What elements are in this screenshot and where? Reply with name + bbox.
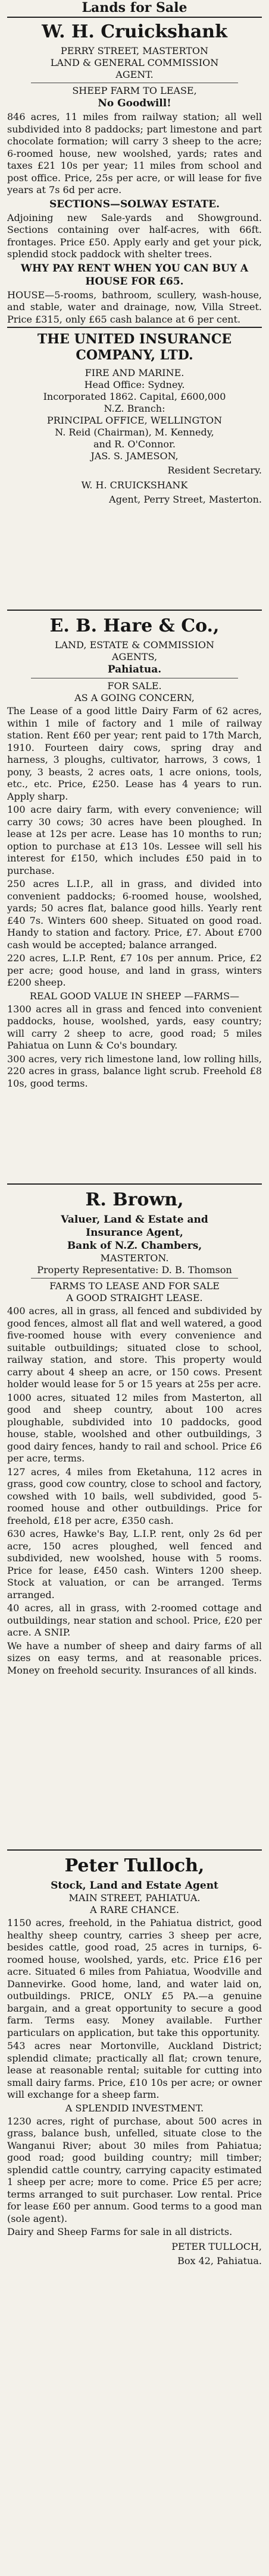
section-heading: REAL GOOD VALUE IN SHEEP —FARMS— <box>29 990 240 1002</box>
agent-address: Agent, Perry Street, Masterton. <box>109 493 262 505</box>
insurance-office: Head Office: Sydney. <box>84 379 185 390</box>
listing-paragraph: 400 acres, all in grass, all fenced and subdivided by good fences, almost all flat and well watered, a good five-roomed house with every convenience and suitable outbuildings; situated close to school, railway station, and store. This property would carry about 4 sheep an acre, or 150 cows. Present holder would lease for 5 or 15 years at 25s per acre. <box>7 1305 262 1390</box>
secretary-name: JAS. S. JAMESON, <box>90 450 179 462</box>
listing-paragraph: 543 acres near Mortonville, Auckland District; splendid climate; practically all flat; crown tenure, lease at reasonable rental; suitable for cutting into small dairy farms. Price, £10 10s per acre; or owner will exchange for a sheep farm. <box>7 2040 262 2100</box>
advertiser-title: Insurance Agent, <box>86 1227 183 1239</box>
section-heading: WHY PAY RENT WHEN YOU CAN BUY A HOUSE FOR £65. <box>20 262 249 288</box>
agent-name: W. H. CRUICKSHANK <box>81 479 188 491</box>
advertiser-name: E. B. Hare & Co., <box>49 615 220 636</box>
listing-paragraph: 1300 acres all in grass and fenced into convenient paddocks, house, woolshed, yards, easy country; will carry 2 sheep to acre, good road; 5 miles Pahiatua on Lunn & Co's boundary. <box>7 1003 262 1051</box>
brown-advertisement <box>7 1186 262 1848</box>
divider <box>7 17 262 18</box>
listing-paragraph: 1230 acres, right of purchase, about 500 acres in grass, balance bush, unfelled, situate close to the Wanganui River; about 30 miles from Pahiatua; good road; good building country; mill timber; splendid cattle country, carrying capacity estimated 1 sheep per acre; more to come. Price £5 per acre; terms arranged to suit purchaser. Low rental. Price for lease £60 per annum. Good terms to a good man (sole agent). <box>7 2115 262 2224</box>
closing-paragraph: We have a number of sheep and dairy farms of all sizes on easy terms, and at reasonable prices. Money on freehold security. Insurances of all kinds. <box>7 1640 262 1676</box>
listing-paragraph: 1000 acres, situated 12 miles from Masterton, all good and sheep country, about 100 acres ploughable, subdivided into 10 paddocks, good house, stable, woolshed and other outbuildings, 3 good dairy fences, handy to rail and school. Price £6 per acre, terms. <box>7 1391 262 1464</box>
section-subheading: AS A GOING CONCERN, <box>74 692 195 703</box>
cruickshank-advertisement <box>7 0 262 608</box>
trade-line: LAND, ESTATE & COMMISSION <box>54 639 214 651</box>
tulloch-advertisement <box>7 1852 262 2576</box>
listing-paragraph: 630 acres, Hawke's Bay, L.I.P. rent, only 2s 6d per acre, 150 acres ploughed, well fenced and subdivided, new woolshed, house with 5 rooms. Price for lease, £450 cash. Winters 1200 sheep. Stock at valuation, or can be arranged. Terms arranged. <box>7 1528 262 1600</box>
section-heading: A SPLENDID INVESTMENT. <box>65 2102 204 2114</box>
insurance-logo <box>7 332 262 364</box>
section-heading: SECTIONS—SOLWAY ESTATE. <box>49 198 220 210</box>
advertiser-title: Stock, Land and Estate Agent <box>51 1880 218 1892</box>
insurance-company-name: THE UNITED INSURANCE COMPANY, LTD. <box>37 332 232 363</box>
section-subheading: A GOOD STRAIGHT LEASE. <box>66 1292 203 1303</box>
listing-paragraph: 846 acres, 11 miles from railway station; all well subdivided into 8 paddocks; part limestone and part chocolate formation; will carry 3 sheep to the acre; 6-roomed house, new woolshed, yards; rates and taxes £21 10s per year; 11 miles from school and post office. Price, 25s per acre, or will lease for five years at 7s 6d per acre. <box>7 111 262 195</box>
closing-paragraph: Dairy and Sheep Farms for sale in all districts. <box>7 2226 233 2237</box>
divider <box>7 327 262 328</box>
advertiser-address: PERRY STREET, MASTERTON <box>60 45 209 56</box>
advertiser-name: W. H. Cruickshank <box>42 21 227 42</box>
section-heading: FARMS TO LEASE AND FOR SALE <box>49 1280 220 1292</box>
divider <box>7 1849 262 1851</box>
section-subheading: No Goodwill! <box>98 97 171 109</box>
directors-line: and R. O'Connor. <box>93 438 176 450</box>
advertiser-office: Bank of N.Z. Chambers, <box>67 1240 202 1252</box>
listing-paragraph: 300 acres, very rich limestone land, low rolling hills, 220 acres in grass, balance light scrub. Freehold £8 10s, good terms. <box>7 1053 262 1089</box>
listing-paragraph: 127 acres, 4 miles from Eketahuna, 112 acres in grass, good cow country, close to school and factory, cowshed with 10 bails, well subdivided, good 5-roomed house and other outbuildings. Price for freehold, £18 per acre, £350 cash. <box>7 1466 262 1526</box>
advertiser-name: Peter Tulloch, <box>64 1855 205 1876</box>
insurance-lines: FIRE AND MARINE. <box>85 367 184 378</box>
listing-paragraph: 100 acre dairy farm, with every convenience; will carry 30 cows; 30 acres have been ploughed. In lease at 12s per acre. Lease has 10 months to run; option to purchase at £13 10s. Lessee will sell his interest for £150, which includes £50 paid in to purchase. <box>7 804 262 876</box>
signature-box: Box 42, Pahiatua. <box>177 2255 262 2266</box>
branch-heading: N.Z. Branch: <box>104 403 165 414</box>
top-cut-heading: Lands for Sale <box>82 0 187 15</box>
advertiser-town: MASTERTON. <box>100 1252 169 1264</box>
listing-paragraph: HOUSE—5-rooms, bathroom, scullery, wash-house, and stable, water and drainage, now, Villa Street. Price £315, only £65 cash balance at 6 per cent. <box>7 289 262 325</box>
trade-line: AGENT. <box>115 69 154 80</box>
divider <box>7 610 262 611</box>
insurance-incorporation: Incorporated 1862. Capital, £600,000 <box>43 391 226 402</box>
listing-paragraph: 220 acres, L.I.P. Rent, £7 10s per annum. Price, £2 per acre; good house, and land in grass, winters £200 sheep. <box>7 952 262 988</box>
listing-paragraph: 250 acres L.I.P., all in grass, and divided into convenient paddocks; 6-roomed house, woolshed, yards; 50 acres flat, balance good hills. Yearly rent £40 7s. Winters 600 sheep. Situated on good road. Handy to station and factory. Price, £7. About £700 cash would be accepted; balance arranged. <box>7 878 262 951</box>
section-heading: SHEEP FARM TO LEASE, <box>72 85 197 96</box>
advertiser-name: R. Brown, <box>85 1189 184 1210</box>
hare-advertisement <box>7 612 262 1182</box>
section-heading: A RARE CHANCE. <box>90 1904 179 1915</box>
trade-line: AGENTS, <box>111 651 158 662</box>
listing-paragraph: 1150 acres, freehold, in the Pahiatua district, good healthy sheep country, carries 3 sheep per acre, besides cattle, good road, 25 acres in turnips, 6-roomed house, woolshed, yards, etc. Price £16 per acre. Situated 6 miles from Pahiatua, Woodville and Dannevirke. Good home, land, and water laid on, outbuildings. PRICE, ONLY £5 PA.—a genuine bargain, and a great opportunity to secure a good farm. Terms easy. Money available. Further particulars on application, but take this opportunity. <box>7 1917 262 2038</box>
advertiser-title: Valuer, Land & Estate and <box>61 1214 208 1226</box>
section-heading: FOR SALE. <box>107 680 162 692</box>
listing-paragraph: 40 acres, all in grass, with 2-roomed cottage and outbuildings, near station and school. Price, £20 per acre. A SNIP. <box>7 1602 262 1638</box>
signature-name: PETER TULLOCH, <box>171 2240 262 2252</box>
principal-office: PRINCIPAL OFFICE, WELLINGTON <box>46 415 223 426</box>
listing-paragraph: The Lease of a good little Dairy Farm of 62 acres, within 1 mile of factory and 1 mile of railway station. Rent £60 per year; rent paid to 17th March, 1910. Fourteen dairy cows, spring dray and harness, 3 ploughs, cultivator, harrows, 3 cows, 1 pony, 3 beasts, 2 acres oats, 1 acre onions, tools, etc., etc. Price, £250. Lease has 4 years to run. Apply sharp. <box>7 705 262 802</box>
listing-paragraph: Adjoining new Sale-yards and Showground. Sections containing over half-acres, with 66ft. frontages. Price £50. Apply early and get your pick, splendid stock paddock with shelter trees. <box>7 211 262 260</box>
directors-line: N. Reid (Chairman), M. Kennedy, <box>55 427 214 438</box>
advertiser-town: Pahiatua. <box>107 664 162 675</box>
secretary-title: Resident Secretary. <box>167 465 262 476</box>
divider <box>7 1183 262 1185</box>
property-representative: Property Representative: D. B. Thomson <box>37 1264 232 1276</box>
advertiser-address: MAIN STREET, PAHIATUA. <box>68 1892 201 1903</box>
trade-line: LAND & GENERAL COMMISSION <box>50 57 219 68</box>
